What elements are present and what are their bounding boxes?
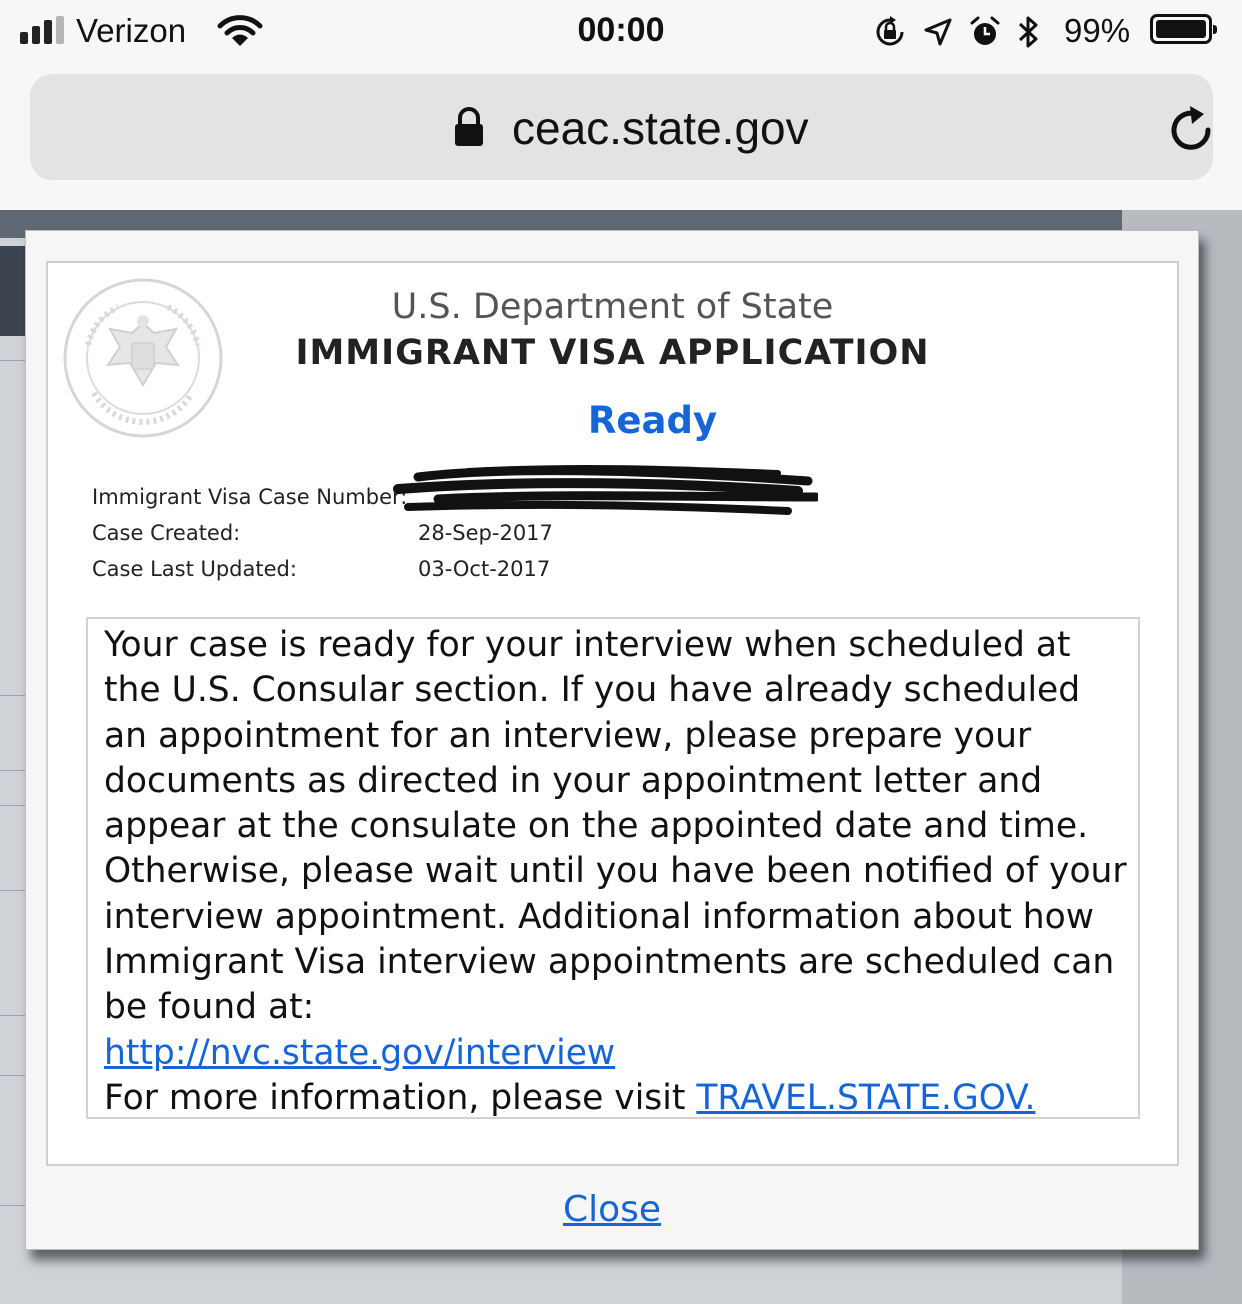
application-title: IMMIGRANT VISA APPLICATION (295, 333, 930, 373)
status-bar (0, 0, 1242, 66)
alarm-icon (968, 15, 1002, 49)
address-bar[interactable] (30, 74, 1213, 180)
lock-icon (452, 106, 486, 148)
status-message-box (86, 617, 1140, 1119)
travel-state-gov-link[interactable]: TRAVEL.STATE.GOV. (696, 1077, 1036, 1118)
background-divider (0, 360, 26, 361)
background-divider (0, 1075, 26, 1076)
bluetooth-icon (1016, 13, 1042, 51)
case-created-label: Case Created: (92, 521, 241, 545)
case-number-label: Immigrant Visa Case Number: (92, 485, 408, 509)
background-divider (0, 890, 26, 891)
department-name: U.S. Department of State (391, 287, 834, 327)
more-info-text: For more information, please visit (104, 1077, 686, 1118)
background-divider (0, 770, 26, 771)
rotation-lock-icon (872, 14, 908, 50)
background-banner (0, 246, 26, 336)
clock: 00:00 (577, 11, 665, 49)
reload-icon[interactable] (1166, 104, 1218, 156)
carrier-label: Verizon (76, 12, 187, 49)
url-text[interactable]: ceac.state.gov (512, 102, 809, 154)
case-status-panel (46, 261, 1179, 1166)
status-message: Your case is ready for your interview when scheduled at the U.S. Consular section. If you have already scheduled an appointment for an interview, please prepare your documents as directed in your appointment letter and appear at the consulate on the appointed date and time. Otherwise, please wait until you have been notified of your interview appointment. Additional information about how Immigrant Visa interview appointments are scheduled can be found at: (104, 625, 1127, 1028)
case-status-modal (25, 230, 1199, 1250)
battery-icon (1150, 14, 1212, 44)
background-divider (0, 1205, 26, 1206)
battery-percent: 99% (1064, 12, 1131, 49)
redaction-scribble (378, 463, 818, 523)
location-icon (922, 16, 954, 48)
interview-info-link[interactable]: http://nvc.state.gov/interview (104, 1032, 616, 1073)
case-updated-value: 03-Oct-2017 (418, 557, 551, 581)
background-divider (0, 695, 26, 696)
browser-toolbar (0, 66, 1242, 210)
case-created-value: 28-Sep-2017 (418, 521, 553, 545)
background-divider (0, 805, 26, 806)
background-divider (0, 1015, 26, 1016)
close-button[interactable]: Close (562, 1189, 662, 1230)
case-updated-label: Case Last Updated: (92, 557, 297, 581)
case-status: Ready (587, 399, 718, 442)
